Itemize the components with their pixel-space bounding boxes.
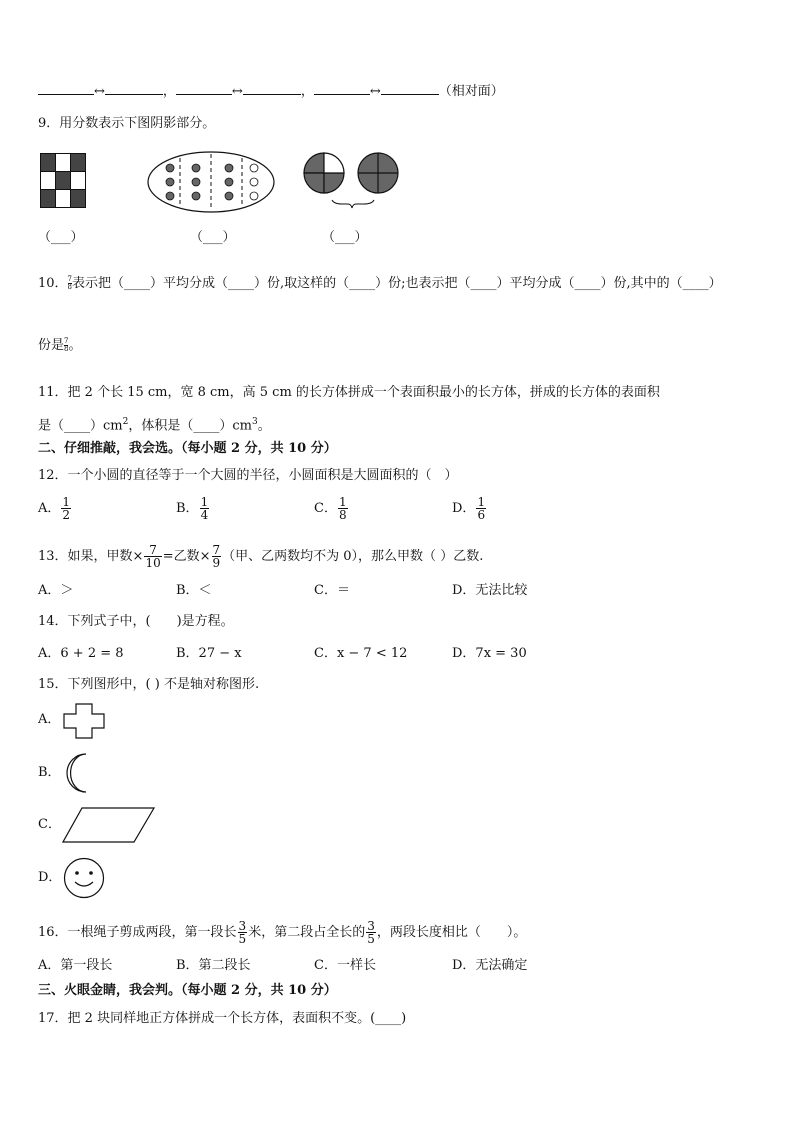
q11-question: 11．把 2 个长 15 cm，宽 8 cm，高 5 cm 的长方体拼成一个表面积最小的长方体，拼成的长方体的表面积 (38, 385, 660, 400)
q15-option-a[interactable]: A． (38, 712, 61, 727)
q16-question: 16．一根绳子剪成两段，第一段长 $\frac{3}{5}$ 米，第二段占全长的 $\frac{3}{5}$ ，两段长度相比（ ）。 (38, 919, 527, 946)
q15-option-b[interactable]: B． (38, 765, 61, 780)
q16-option-b[interactable]: B．第二段长 (176, 958, 251, 973)
q16-option-d[interactable]: D．无法确定 (452, 958, 528, 973)
q9-blank-1[interactable]: （___） (38, 230, 84, 245)
q16-option-c[interactable]: C．一样长 (314, 958, 376, 973)
q15-question: 15．下列图形中，( ) 不是轴对称图形. (38, 677, 260, 692)
q14-option-a[interactable]: A．6 + 2 = 8 (38, 646, 124, 661)
q9-blank-3[interactable]: （___） (322, 230, 368, 245)
q8-answer-line: ↔ ， ↔ ， ↔ （相对面） (38, 84, 504, 100)
q10-question-cont: 份是 $\frac{7}{8}$ 。 (38, 337, 82, 353)
crescent-moon-icon (62, 752, 94, 794)
q12-option-c[interactable]: C． $\frac{1}{8}$ (314, 495, 347, 522)
q14-option-c[interactable]: C．x − 7 < 12 (314, 646, 408, 661)
parallelogram-icon (62, 807, 156, 843)
q14-option-d[interactable]: D．7x = 30 (452, 646, 527, 661)
q13-option-d[interactable]: D．无法比较 (452, 583, 528, 598)
q13-option-a[interactable]: A．＞ (38, 583, 74, 598)
q9-blank-2[interactable]: （___） (190, 230, 236, 245)
fraction-7-8: $\frac{7}{8}$ (67, 275, 73, 291)
q9-question: 9．用分数表示下图阴影部分。 (38, 116, 216, 131)
q12-question: 12．一个小圆的直径等于一个大圆的半径，小圆面积是大圆面积的（ ） (38, 468, 458, 483)
q12-option-d[interactable]: D． $\frac{1}{6}$ (452, 495, 486, 522)
q14-question: 14．下列式子中，( )是方程。 (38, 614, 234, 629)
q13-question: 13．如果，甲数× $\frac{7}{10}$ =乙数× $\frac{7}{9}$ （甲、乙两数均不为 0），那么甲数（ ）乙数. (38, 543, 484, 570)
q13-option-b[interactable]: B．＜ (176, 583, 212, 598)
q13-option-c[interactable]: C．＝ (314, 583, 350, 598)
q15-option-d[interactable]: D． (38, 870, 62, 885)
cross-shape-icon (63, 703, 105, 739)
section-3-heading: 三、火眼金睛，我会判。（每小题 2 分，共 10 分） (38, 983, 337, 998)
q10-question: 10． $\frac{7}{8}$ 表示把（____）平均分成（____）份,取这样的（____）份;也表示把（____）平均分成（____）份,其中的（____） (38, 275, 722, 291)
opposite-face-note: （相对面） (438, 84, 504, 99)
q11-question-cont: 是$(\_\_\_\_)cm^2$，体积是$(\_\_\_\_)cm^3$。 (38, 417, 271, 434)
q12-option-a[interactable]: A． $\frac{1}{2}$ (38, 495, 71, 522)
q16-option-a[interactable]: A．第一段长 (38, 958, 113, 973)
q14-option-b[interactable]: B．27 − x (176, 646, 242, 661)
arrow: ↔ (94, 84, 105, 99)
checker-grid-figure (40, 153, 88, 209)
quartered-circles-figure (302, 152, 402, 214)
q17-question: 17．把 2 块同样地正方体拼成一个长方体，表面积不变。(____) (38, 1011, 407, 1026)
smiley-face-icon (63, 857, 105, 899)
ellipse-dots-figure (146, 150, 276, 214)
q15-option-c[interactable]: C． (38, 817, 61, 832)
q12-option-b[interactable]: B． $\frac{1}{4}$ (176, 495, 209, 522)
section-2-heading: 二、仔细推敲，我会选。（每小题 2 分，共 10 分） (38, 441, 337, 456)
